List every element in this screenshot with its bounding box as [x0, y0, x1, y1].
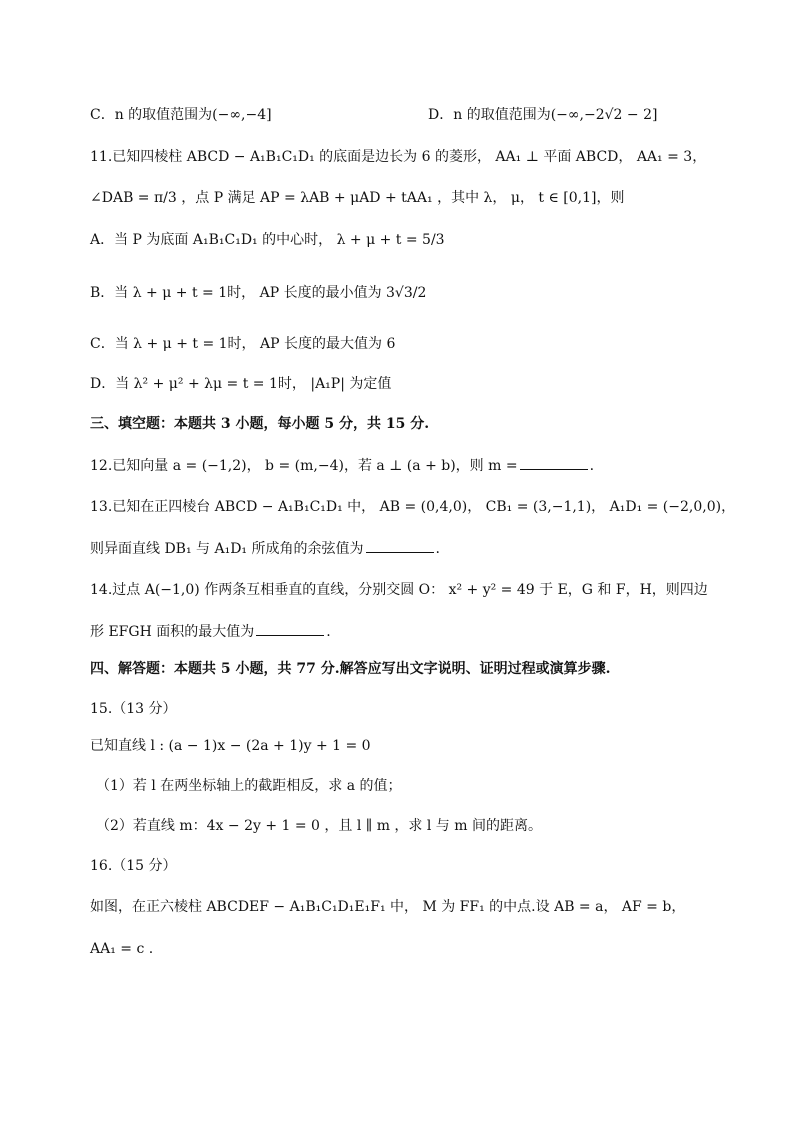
section-4-heading: 四、解答题：本题共 5 小题，共 77 分.解答应写出文字说明、证明过程或演算步骤.: [90, 661, 611, 677]
q11-option-c: C．当 λ + μ + t = 1时， AP 长度的最大值为 6: [90, 336, 396, 352]
q14-line2: [90, 621, 331, 642]
q11-option-d: D．当 λ² + μ² + λμ = t = 1时， |A₁P| 为定值: [90, 376, 392, 392]
q14-line2-text: 形 EFGH 面积的最大值为: [90, 624, 255, 640]
q13-answer-blank: [366, 538, 434, 553]
q13-line1: 13.已知在正四棱台 ABCD − A₁B₁C₁D₁ 中， AB = (0,4,0)， CB₁ = (3,−1,1)， A₁D₁ = (−2,0,0)，: [90, 499, 736, 515]
q11-stem-line1: 11.已知四棱柱 ABCD − A₁B₁C₁D₁ 的底面是边长为 6 的菱形， AA₁ ⊥ 平面 ABCD， AA₁ = 3，: [90, 149, 707, 165]
q13-line2-text: 则异面直线 DB₁ 与 A₁D₁ 所成角的余弦值为: [90, 541, 364, 557]
q11-option-b: B．当 λ + μ + t = 1时， AP 长度的最小值为 3√3/2: [90, 285, 427, 301]
q16-header: 16.（15 分）: [90, 858, 177, 874]
q16-line2: AA₁ = c .: [90, 941, 154, 957]
q11-stem-line2: ∠DAB = π/3 ，点 P 满足 AP = λAB + μAD + tAA₁ ，其中 λ， μ， t ∈ [0,1]，则: [90, 190, 625, 206]
q11-option-a: A．当 P 为底面 A₁B₁C₁D₁ 的中心时， λ + μ + t = 5/3: [90, 232, 445, 248]
q10-option-c: C．n 的取值范围为(−∞,−4]: [90, 107, 272, 123]
q15-stem: 已知直线 l : (a − 1)x − (2a + 1)y + 1 = 0: [90, 738, 371, 754]
q14-line1: 14.过点 A(−1,0) 作两条互相垂直的直线，分别交圆 O： x² + y² = 49 于 E，G 和 F，H，则四边: [90, 582, 708, 598]
q14-period: .: [326, 624, 331, 640]
q15-part2: （2）若直线 m：4x − 2y + 1 = 0 ，且 l ∥ m ，求 l 与 m 间的距离。: [96, 818, 542, 834]
q12-period: .: [589, 458, 595, 474]
q12-answer-blank: [520, 455, 588, 470]
q16-line1: 如图，在正六棱柱 ABCDEF − A₁B₁C₁D₁E₁F₁ 中， M 为 FF₁ 的中点.设 AB = a， AF = b，: [90, 899, 686, 915]
q14-answer-blank: [256, 621, 324, 636]
q15-part1: （1）若 l 在两坐标轴上的截距相反，求 a 的值；: [96, 778, 402, 794]
q12-text: 12.已知向量 a = (−1,2)， b = (m,−4)，若 a ⊥ (a + b)，则 m =: [90, 458, 518, 474]
q10-option-d: D．n 的取值范围为(−∞,−2√2 − 2]: [428, 107, 658, 123]
q15-header: 15.（13 分）: [90, 701, 177, 717]
section-3-heading: 三、填空题：本题共 3 小题，每小题 5 分，共 15 分.: [90, 416, 430, 432]
q13-line2: [90, 538, 440, 559]
q13-period: .: [435, 541, 440, 557]
q12: [90, 455, 594, 476]
